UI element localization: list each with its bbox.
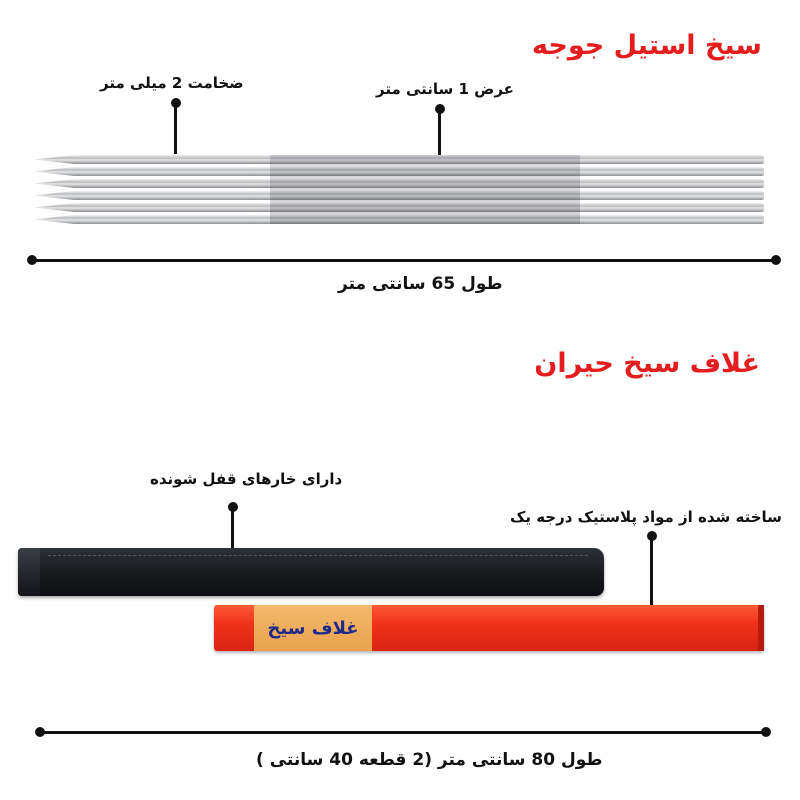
lock-pointer-line <box>231 506 234 552</box>
black-sheath-image <box>18 548 604 596</box>
sheath-label-text: غلاف سیخ <box>267 617 359 639</box>
length1-dimension-line <box>32 259 776 262</box>
length2-label: طول 80 سانتی متر (2 قطعه 40 سانتی ) <box>256 750 603 770</box>
length2-right-dot <box>761 727 771 737</box>
material-label: ساخته شده از مواد پلاستیک درجه یک <box>510 508 782 526</box>
black-sheath-cap <box>18 548 40 596</box>
skewer-shadow <box>270 155 580 224</box>
width-label: عرض 1 سانتی متر <box>376 80 514 98</box>
length1-label: طول 65 سانتی متر <box>338 274 503 294</box>
thickness-label: ضخامت 2 میلی متر <box>100 74 244 92</box>
width-pointer-line <box>438 108 441 158</box>
black-sheath-stitch <box>48 555 588 556</box>
skewer-title: سیخ استیل جوجه <box>531 30 762 61</box>
lock-label: دارای خارهای قفل شونده <box>150 470 343 488</box>
red-sheath-image <box>214 605 764 651</box>
length2-dimension-line <box>40 731 766 734</box>
thickness-pointer-line <box>174 102 177 154</box>
red-sheath-end <box>758 605 764 651</box>
sheath-label-sticker <box>254 605 372 651</box>
length1-right-dot <box>771 255 781 265</box>
sheath-title: غلاف سیخ حیران <box>534 348 760 379</box>
material-pointer-line <box>650 535 653 607</box>
